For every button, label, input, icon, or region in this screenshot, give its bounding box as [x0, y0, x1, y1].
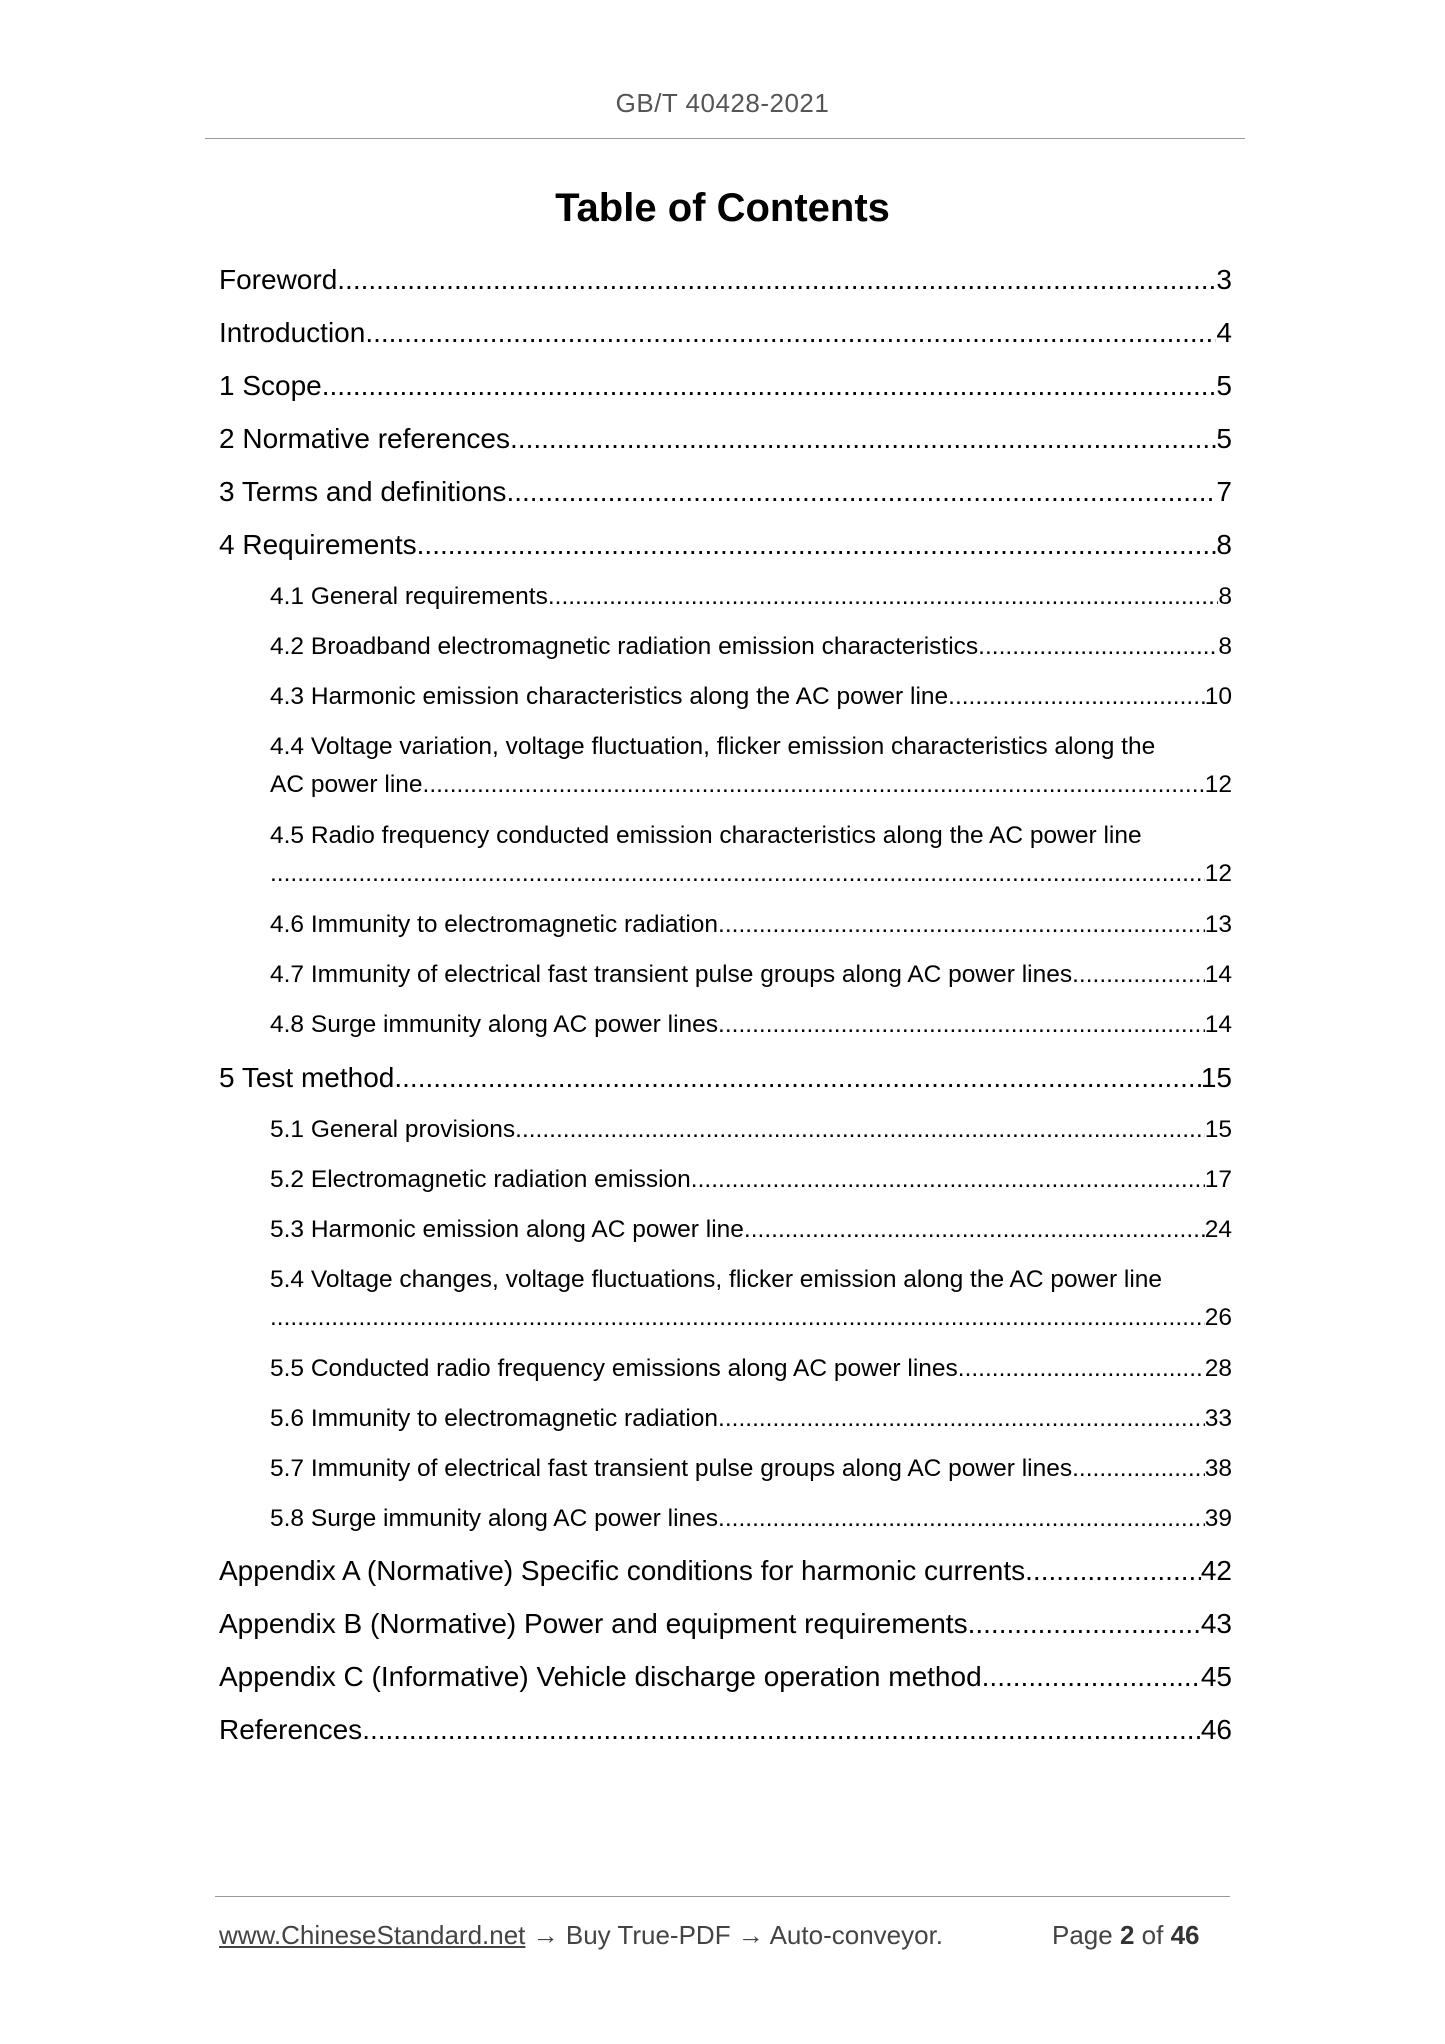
dot-leader — [968, 1608, 1201, 1640]
toc-entry-5-8[interactable] — [270, 1505, 1232, 1533]
toc-entry-terms-definitions[interactable] — [219, 476, 1232, 508]
toc-entry-requirements[interactable] — [219, 529, 1232, 561]
toc-entry-page: 46 — [1200, 1714, 1232, 1745]
dot-leader — [365, 317, 1216, 349]
dot-leader — [1072, 1455, 1205, 1483]
toc-entry-page: 3 — [1216, 264, 1232, 295]
toc-entry-page: 28 — [1204, 1355, 1232, 1382]
toc-entry-label: References — [219, 1714, 363, 1745]
toc-entry-page: 42 — [1200, 1555, 1232, 1586]
toc-entry-5-4[interactable] — [270, 1304, 1232, 1332]
dot-leader — [1025, 1555, 1201, 1587]
document-id-header: GB/T 40428-2021 — [615, 88, 830, 118]
current-page: 2 — [1119, 1920, 1135, 1950]
page-title: Table of Contents — [555, 186, 890, 230]
toc-entry-page: 26 — [1204, 1304, 1232, 1331]
toc-entry-appendix-b[interactable] — [219, 1608, 1232, 1640]
toc-entry-label: 5 Test method — [219, 1062, 395, 1093]
toc-entry-page: 13 — [1204, 911, 1232, 938]
toc-entry-scope[interactable] — [219, 370, 1232, 402]
toc-entry-page: 4 — [1216, 317, 1232, 348]
toc-entry-page: 43 — [1200, 1608, 1232, 1639]
header-divider — [205, 138, 1245, 139]
page-number — [1052, 1920, 1200, 1951]
footer-divider — [215, 1896, 1230, 1897]
dot-leader — [978, 633, 1218, 661]
toc-entry-4-3[interactable] — [270, 683, 1232, 711]
toc-entry-page: 5 — [1216, 423, 1232, 454]
toc-entry-4-4[interactable] — [270, 771, 1232, 799]
toc-entry-label: 5.2 Electromagnetic radiation emission — [270, 1166, 691, 1193]
dot-leader — [718, 911, 1205, 939]
toc-entry-label: 5.5 Conducted radio frequency emissions along AC power lines — [270, 1355, 958, 1382]
toc-entry-label: 5.3 Harmonic emission along AC power line — [270, 1216, 744, 1243]
dot-leader — [270, 860, 1205, 888]
toc-entry-4-4-line1[interactable]: 4.4 Voltage variation, voltage fluctuation, flicker emission characteristics along the — [270, 733, 1156, 760]
toc-entry-label: Appendix B (Normative) Power and equipment requirements — [219, 1608, 968, 1639]
toc-entry-label: Appendix C (Informative) Vehicle discharge operation method — [219, 1661, 982, 1692]
toc-entry-page: 14 — [1204, 961, 1232, 988]
toc-entry-label: 4 Requirements — [219, 529, 417, 560]
dot-leader — [337, 264, 1216, 296]
toc-entry-label: 4.8 Surge immunity along AC power lines — [270, 1011, 719, 1038]
toc-entry-page: 15 — [1204, 1116, 1232, 1143]
toc-entry-page: 45 — [1200, 1661, 1232, 1692]
toc-entry-page: 8 — [1216, 529, 1232, 560]
dot-leader — [394, 1062, 1200, 1094]
toc-entry-appendix-a[interactable] — [219, 1555, 1232, 1587]
toc-entry-label: 4.1 General requirements — [270, 583, 548, 610]
dot-leader — [423, 771, 1205, 799]
toc-entry-4-2[interactable] — [270, 633, 1232, 661]
toc-entry-label: 5.8 Surge immunity along AC power lines — [270, 1505, 719, 1532]
dot-leader — [744, 1216, 1205, 1244]
toc-entry-page: 24 — [1204, 1216, 1232, 1243]
dot-leader — [718, 1011, 1205, 1039]
toc-entry-page: 8 — [1218, 583, 1232, 610]
dot-leader — [718, 1505, 1205, 1533]
toc-entry-5-6[interactable] — [270, 1405, 1232, 1433]
dot-leader — [948, 683, 1205, 711]
buy-text: → Buy True-PDF → Auto-conveyor. — [532, 1920, 944, 1950]
toc-entry-label: Introduction — [219, 317, 366, 348]
total-pages: 46 — [1170, 1920, 1200, 1950]
toc-entry-page: 17 — [1204, 1166, 1232, 1193]
toc-entry-5-1[interactable] — [270, 1116, 1232, 1144]
toc-entry-4-6[interactable] — [270, 911, 1232, 939]
toc-entry-label: 4.6 Immunity to electromagnetic radiation — [270, 911, 719, 938]
dot-leader — [548, 583, 1219, 611]
toc-entry-page: 39 — [1204, 1505, 1232, 1532]
toc-entry-5-5[interactable] — [270, 1355, 1232, 1383]
toc-entry-page: 7 — [1216, 476, 1232, 507]
toc-entry-5-2[interactable] — [270, 1166, 1232, 1194]
toc-entry-page: 33 — [1204, 1405, 1232, 1432]
dot-leader — [515, 1116, 1205, 1144]
toc-entry-page: 12 — [1204, 771, 1232, 798]
toc-entry-normative-references[interactable] — [219, 423, 1232, 455]
toc-entry-4-5[interactable] — [270, 860, 1232, 888]
toc-entry-appendix-c[interactable] — [219, 1661, 1232, 1693]
toc-entry-5-4-line1[interactable]: 5.4 Voltage changes, voltage fluctuations, flicker emission along the AC power line — [270, 1266, 1163, 1293]
toc-entry-4-8[interactable] — [270, 1011, 1232, 1039]
toc-entry-label: Appendix A (Normative) Specific conditions for harmonic currents — [219, 1555, 1026, 1586]
dot-leader — [270, 1304, 1205, 1332]
toc-entry-test-method[interactable] — [219, 1062, 1232, 1094]
toc-entry-5-7[interactable] — [270, 1455, 1232, 1483]
dot-leader — [982, 1661, 1201, 1693]
toc-entry-label: 2 Normative references — [219, 423, 511, 454]
page-label: Page — [1052, 1920, 1113, 1950]
toc-entry-foreword[interactable] — [219, 264, 1232, 296]
toc-entry-4-1[interactable] — [270, 583, 1232, 611]
dot-leader — [718, 1405, 1205, 1433]
toc-entry-references[interactable] — [219, 1714, 1232, 1746]
dot-leader — [691, 1166, 1205, 1194]
dot-leader — [510, 423, 1216, 455]
toc-entry-5-3[interactable] — [270, 1216, 1232, 1244]
toc-entry-label: 5.1 General provisions — [270, 1116, 516, 1143]
of-label: of — [1141, 1920, 1164, 1950]
dot-leader — [506, 476, 1216, 508]
toc-entry-page: 14 — [1204, 1011, 1232, 1038]
toc-entry-page: 10 — [1204, 683, 1232, 710]
toc-entry-page: 8 — [1218, 633, 1232, 660]
toc-entry-label: AC power line — [270, 771, 423, 798]
toc-entry-label: 4.3 Harmonic emission characteristics along the AC power line — [270, 683, 949, 710]
toc-entry-4-7[interactable] — [270, 961, 1232, 989]
toc-entry-introduction[interactable] — [219, 317, 1232, 349]
toc-entry-label: 4.2 Broadband electromagnetic radiation emission characteristics — [270, 633, 979, 660]
toc-entry-4-5-line1[interactable]: 4.5 Radio frequency conducted emission characteristics along the AC power line — [270, 822, 1142, 849]
toc-entry-label: 5.7 Immunity of electrical fast transient pulse groups along AC power lines — [270, 1455, 1073, 1482]
dot-leader — [322, 370, 1217, 402]
toc-entry-label: Foreword — [219, 264, 338, 295]
toc-entry-label: 5.6 Immunity to electromagnetic radiation — [270, 1405, 719, 1432]
toc-entry-page: 5 — [1216, 370, 1232, 401]
toc-entry-page: 15 — [1200, 1062, 1232, 1093]
toc-entry-label: 4.7 Immunity of electrical fast transient pulse groups along AC power lines — [270, 961, 1073, 988]
toc-entry-label: 3 Terms and definitions — [219, 476, 507, 507]
site-link[interactable]: www.ChineseStandard.net — [219, 1920, 526, 1950]
toc-entry-page: 38 — [1204, 1455, 1232, 1482]
dot-leader — [362, 1714, 1201, 1746]
toc-entry-page: 12 — [1204, 860, 1232, 887]
toc-entry-label: 1 Scope — [219, 370, 322, 401]
dot-leader — [1072, 961, 1205, 989]
dot-leader — [417, 529, 1217, 561]
dot-leader — [958, 1355, 1205, 1383]
